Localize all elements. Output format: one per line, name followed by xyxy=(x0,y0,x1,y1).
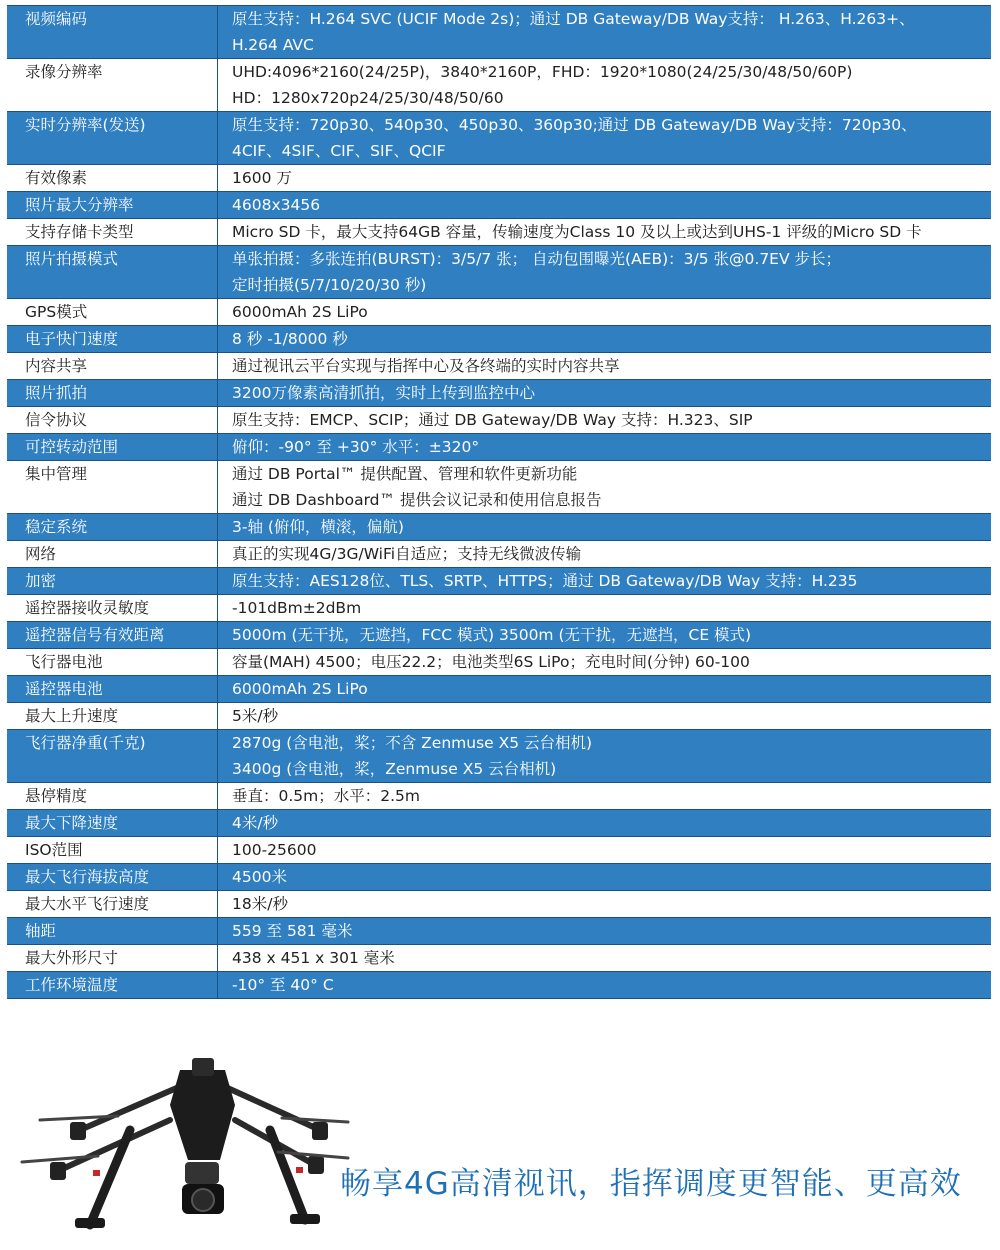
spec-label: 集中管理 xyxy=(7,461,218,513)
spec-value xyxy=(218,514,991,540)
spec-label: 照片拍摄模式 xyxy=(7,246,218,298)
spec-value xyxy=(218,972,991,998)
spec-label: 实时分辨率(发送) xyxy=(7,112,218,164)
spec-row xyxy=(7,299,991,326)
spec-value-line: 18米/秒 xyxy=(232,895,288,913)
spec-value-line: -101dBm±2dBm xyxy=(232,599,362,617)
spec-value xyxy=(218,380,991,406)
spec-label: 网络 xyxy=(7,541,218,567)
spec-value xyxy=(218,730,991,782)
spec-value xyxy=(218,165,991,191)
spec-value-line: 6000mAh 2S LiPo xyxy=(232,680,368,698)
spec-row xyxy=(7,514,991,541)
spec-label: 有效像素 xyxy=(7,165,218,191)
spec-row xyxy=(7,891,991,918)
spec-label: 最大上升速度 xyxy=(7,703,218,729)
spec-label: ISO范围 xyxy=(7,837,218,863)
spec-value xyxy=(218,541,991,567)
spec-value xyxy=(218,326,991,352)
spec-row xyxy=(7,945,991,972)
spec-value-line: 4500米 xyxy=(232,868,287,886)
spec-row xyxy=(7,837,991,864)
spec-label: 稳定系统 xyxy=(7,514,218,540)
spec-value-line: 俯仰：-90° 至 +30° 水平：±320° xyxy=(232,438,480,456)
spec-value-line: 3200万像素高清抓拍，实时上传到监控中心 xyxy=(232,384,535,402)
spec-row xyxy=(7,568,991,595)
spec-value xyxy=(218,192,991,218)
spec-value-line: 5000m (无干扰，无遮挡，FCC 模式) 3500m (无干扰，无遮挡，CE 模式) xyxy=(232,626,752,644)
spec-label: GPS模式 xyxy=(7,299,218,325)
spec-value-line: HD：1280x720p24/25/30/48/50/60 xyxy=(232,89,504,107)
spec-value-line: 4CIF、4SIF、CIF、SIF、QCIF xyxy=(232,142,446,160)
spec-value-line: 6000mAh 2S LiPo xyxy=(232,303,368,321)
spec-value-line: 原生支持：AES128位、TLS、SRTP、HTTPS；通过 DB Gateway/DB Way 支持：H.235 xyxy=(232,572,858,590)
spec-value-line: 通过 DB Portal™ 提供配置、管理和软件更新功能 xyxy=(232,465,578,483)
spec-row xyxy=(7,246,991,299)
spec-label: 轴距 xyxy=(7,918,218,944)
spec-value-line: UHD:4096*2160(24/25P)，3840*2160P，FHD：1920*1080(24/25/30/48/50/60P) xyxy=(232,63,853,81)
spec-label: 内容共享 xyxy=(7,353,218,379)
spec-label: 最大外形尺寸 xyxy=(7,945,218,971)
spec-value-line: 3400g (含电池，桨，Zenmuse X5 云台相机) xyxy=(232,760,557,778)
spec-label: 信令协议 xyxy=(7,407,218,433)
spec-label: 照片抓拍 xyxy=(7,380,218,406)
spec-value xyxy=(218,945,991,971)
spec-label: 飞行器净重(千克) xyxy=(7,730,218,782)
spec-value xyxy=(218,837,991,863)
spec-row xyxy=(7,730,991,783)
spec-value-line: Micro SD 卡，最大支持64GB 容量，传输速度为Class 10 及以上或达到UHS-1 评级的Micro SD 卡 xyxy=(232,223,922,241)
spec-value xyxy=(218,810,991,836)
spec-row xyxy=(7,783,991,810)
spec-label: 最大飞行海拔高度 xyxy=(7,864,218,890)
spec-row xyxy=(7,595,991,622)
spec-row xyxy=(7,972,991,999)
spec-value xyxy=(218,568,991,594)
spec-label: 悬停精度 xyxy=(7,783,218,809)
spec-value xyxy=(218,703,991,729)
spec-value-line: 原生支持：H.264 SVC (UCIF Mode 2s)；通过 DB Gateway/DB Way支持： H.263、H.263+、 xyxy=(232,10,915,28)
spec-label: 飞行器电池 xyxy=(7,649,218,675)
spec-row xyxy=(7,864,991,891)
spec-value-line: 真正的实现4G/3G/WiFi自适应；支持无线微波传输 xyxy=(232,545,582,563)
spec-value xyxy=(218,622,991,648)
spec-value-line: 438 x 451 x 301 毫米 xyxy=(232,949,395,967)
spec-label: 照片最大分辨率 xyxy=(7,192,218,218)
slogan: 畅享4G高清视讯，指挥调度更智能、更高效 xyxy=(340,1166,962,1202)
spec-value xyxy=(218,891,991,917)
spec-value-line: 4608x3456 xyxy=(232,196,321,214)
spec-value-line: 559 至 581 毫米 xyxy=(232,922,353,940)
spec-value xyxy=(218,864,991,890)
spec-label: 最大下降速度 xyxy=(7,810,218,836)
spec-value-line: 通过 DB Dashboard™ 提供会议记录和使用信息报告 xyxy=(232,491,602,509)
spec-row xyxy=(7,407,991,434)
spec-value-line: 垂直：0.5m；水平：2.5m xyxy=(232,787,420,805)
spec-row xyxy=(7,918,991,945)
spec-row xyxy=(7,703,991,730)
spec-label: 最大水平飞行速度 xyxy=(7,891,218,917)
spec-value-line: 4米/秒 xyxy=(232,814,279,832)
spec-value-line: 容量(MAH) 4500；电压22.2；电池类型6S LiPo；充电时间(分钟) 60-100 xyxy=(232,653,750,671)
spec-row xyxy=(7,192,991,219)
spec-value-line: 定时拍摄(5/7/10/20/30 秒) xyxy=(232,276,427,294)
spec-value xyxy=(218,407,991,433)
spec-value-line: -10° 至 40° C xyxy=(232,976,334,994)
spec-value-line: 单张拍摄：多张连拍(BURST)：3/5/7 张； 自动包围曝光(AEB)：3/5 张@0.7EV 步长； xyxy=(232,250,842,268)
spec-row xyxy=(7,622,991,649)
spec-label: 视频编码 xyxy=(7,6,218,58)
spec-row xyxy=(7,380,991,407)
spec-label: 遥控器电池 xyxy=(7,676,218,702)
spec-row xyxy=(7,676,991,703)
spec-value xyxy=(218,676,991,702)
spec-value xyxy=(218,299,991,325)
spec-value-line: 通过视讯云平台实现与指挥中心及各终端的实时内容共享 xyxy=(232,357,620,375)
spec-value-line: 3-轴 (俯仰，横滚，偏航) xyxy=(232,518,404,536)
spec-value xyxy=(218,783,991,809)
spec-label: 电子快门速度 xyxy=(7,326,218,352)
spec-label: 录像分辨率 xyxy=(7,59,218,111)
spec-value-line: 原生支持：EMCP、SCIP；通过 DB Gateway/DB Way 支持：H.323、SIP xyxy=(232,411,753,429)
spec-value xyxy=(218,461,991,513)
spec-row xyxy=(7,649,991,676)
spec-row xyxy=(7,434,991,461)
spec-value xyxy=(218,59,991,111)
spec-row xyxy=(7,219,991,246)
spec-value xyxy=(218,219,991,245)
spec-table xyxy=(7,5,991,999)
spec-value-line: 2870g (含电池，桨；不含 Zenmuse X5 云台相机) xyxy=(232,734,593,752)
spec-value-line: 1600 万 xyxy=(232,169,292,187)
spec-value xyxy=(218,246,991,298)
spec-row xyxy=(7,810,991,837)
spec-value xyxy=(218,353,991,379)
spec-row xyxy=(7,59,991,112)
spec-value-line: H.264 AVC xyxy=(232,36,314,54)
drone-image xyxy=(20,1050,350,1240)
spec-label: 遥控器接收灵敏度 xyxy=(7,595,218,621)
spec-row xyxy=(7,6,991,59)
spec-row xyxy=(7,326,991,353)
spec-label: 工作环境温度 xyxy=(7,972,218,998)
spec-value-line: 5米/秒 xyxy=(232,707,279,725)
spec-row xyxy=(7,353,991,380)
spec-value xyxy=(218,112,991,164)
spec-row xyxy=(7,541,991,568)
spec-row xyxy=(7,461,991,514)
spec-row xyxy=(7,112,991,165)
spec-value xyxy=(218,918,991,944)
spec-value-line: 原生支持：720p30、540p30、450p30、360p30;通过 DB Gateway/DB Way支持：720p30、 xyxy=(232,116,917,134)
spec-label: 遥控器信号有效距离 xyxy=(7,622,218,648)
spec-value xyxy=(218,6,991,58)
spec-value-line: 8 秒 -1/8000 秒 xyxy=(232,330,348,348)
spec-label: 支持存储卡类型 xyxy=(7,219,218,245)
spec-value xyxy=(218,434,991,460)
spec-value xyxy=(218,649,991,675)
spec-value-line: 100-25600 xyxy=(232,841,317,859)
spec-label: 加密 xyxy=(7,568,218,594)
spec-label: 可控转动范围 xyxy=(7,434,218,460)
spec-row xyxy=(7,165,991,192)
spec-value xyxy=(218,595,991,621)
